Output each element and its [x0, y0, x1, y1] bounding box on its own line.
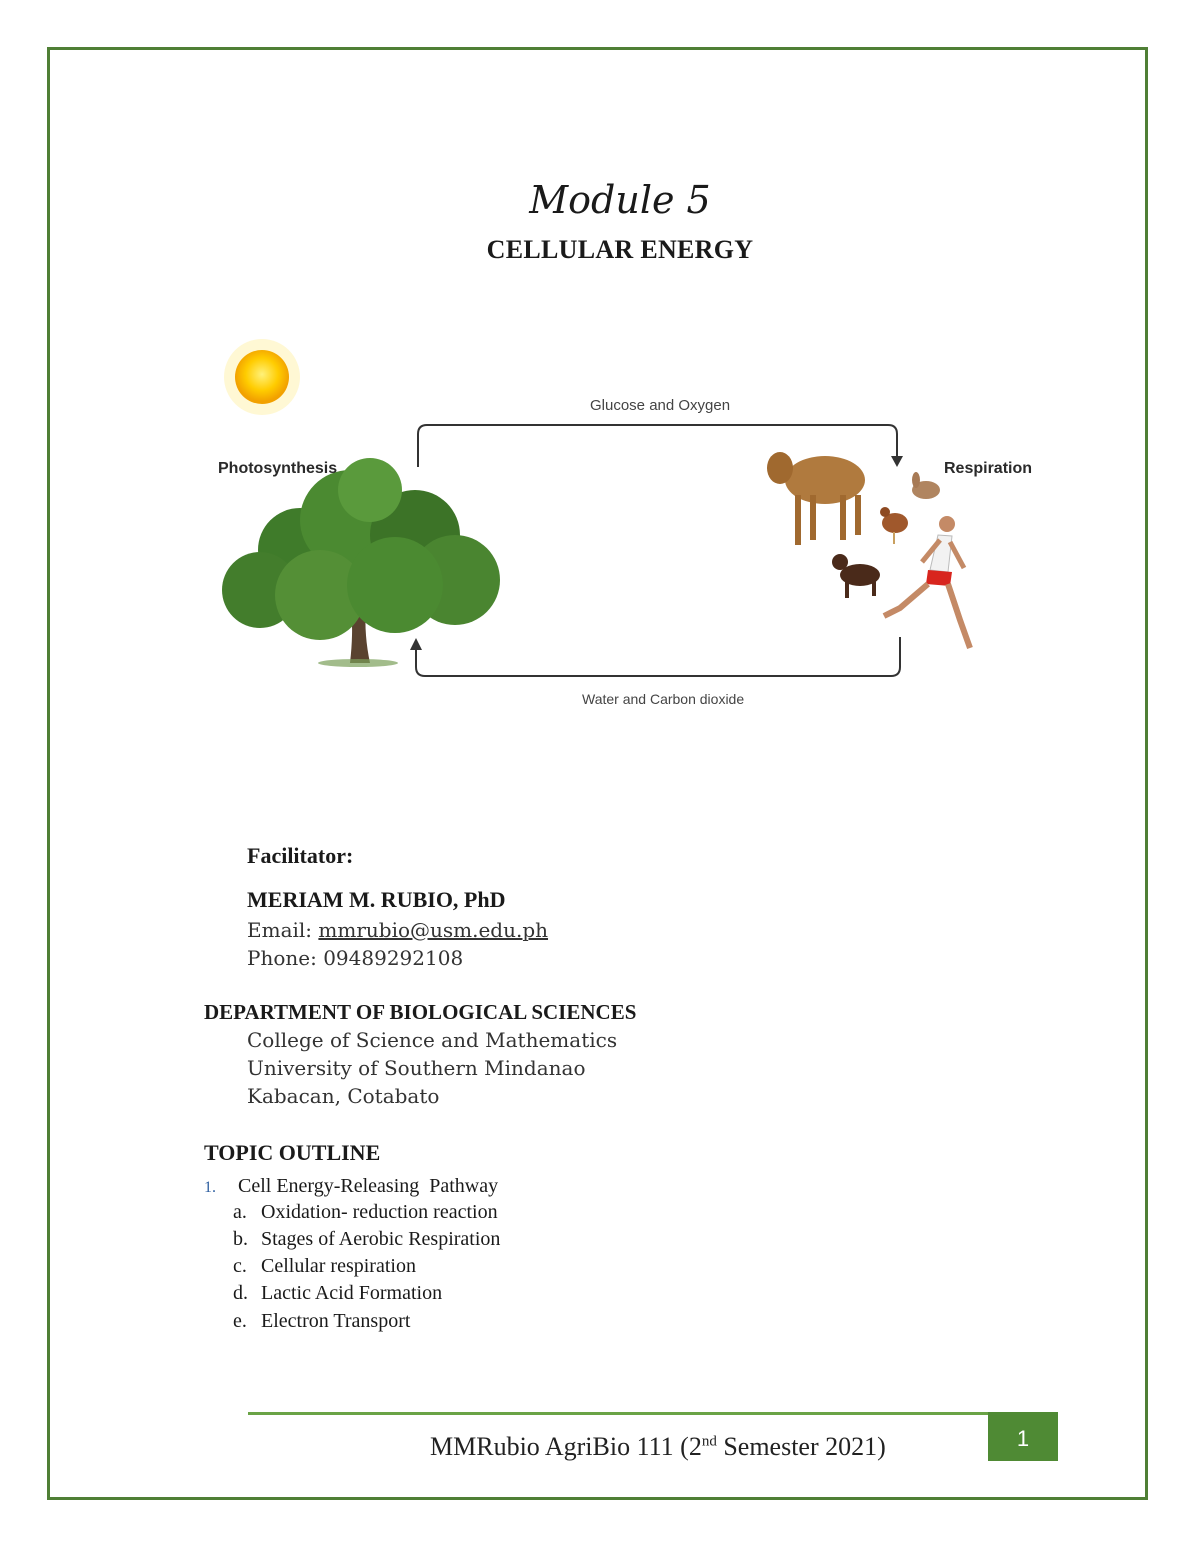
outline-subitem: a. Oxidation- reduction reaction: [233, 1201, 498, 1223]
outline-subitem: d. Lactic Acid Formation: [233, 1282, 443, 1304]
glucose-oxygen-label: Glucose and Oxygen: [590, 397, 731, 414]
college-line: College of Science and Mathematics: [247, 1028, 618, 1052]
tree-icon: [222, 458, 500, 667]
department-name: DEPARTMENT OF BIOLOGICAL SCIENCES: [204, 1000, 637, 1024]
location-line: Kabacan, Cotabato: [247, 1084, 440, 1108]
outline-main-number: 1.: [204, 1179, 216, 1196]
outline-subitem: b. Stages of Aerobic Respiration: [233, 1228, 501, 1250]
sun-icon: [224, 339, 300, 415]
module-title: Module 5: [529, 178, 711, 222]
photosynthesis-label: Photosynthesis: [218, 460, 338, 477]
university-line: University of Southern Mindanao: [247, 1056, 586, 1080]
chicken-icon: [880, 507, 908, 544]
topic-outline-heading: TOPIC OUTLINE: [204, 1140, 381, 1165]
bottom-arrow: [416, 637, 900, 676]
footer-text: MMRubio AgriBio 111 (2nd Semester 2021): [430, 1432, 886, 1461]
energy-cycle-diagram: [200, 330, 1060, 730]
outline-subitem: c. Cellular respiration: [233, 1255, 416, 1277]
dog-icon: [832, 554, 880, 598]
email-line: [247, 918, 548, 942]
outline-main-item: [204, 1175, 498, 1198]
phone-line: Phone: 09489292108: [247, 946, 464, 970]
respiration-label: Respiration: [944, 460, 1033, 477]
facilitator-name: MERIAM M. RUBIO, PhD: [247, 887, 506, 912]
outline-subitem: e. Electron Transport: [233, 1310, 411, 1332]
facilitator-label: Facilitator:: [247, 843, 354, 868]
rabbit-icon: [912, 472, 940, 499]
page-number: 1: [988, 1412, 1058, 1461]
water-co2-label: Water and Carbon dioxide: [582, 691, 745, 707]
email-prefix: Email:: [247, 918, 319, 942]
cow-icon: [767, 452, 865, 545]
outline-main-text: Cell Energy-Releasing Pathway: [238, 1175, 499, 1197]
footer-divider: [248, 1412, 990, 1415]
runner-icon: [884, 516, 970, 648]
module-subtitle: CELLULAR ENERGY: [486, 235, 754, 264]
email-link[interactable]: mmrubio@usm.edu.ph: [318, 918, 549, 942]
cycle-illustration: [200, 330, 1060, 730]
